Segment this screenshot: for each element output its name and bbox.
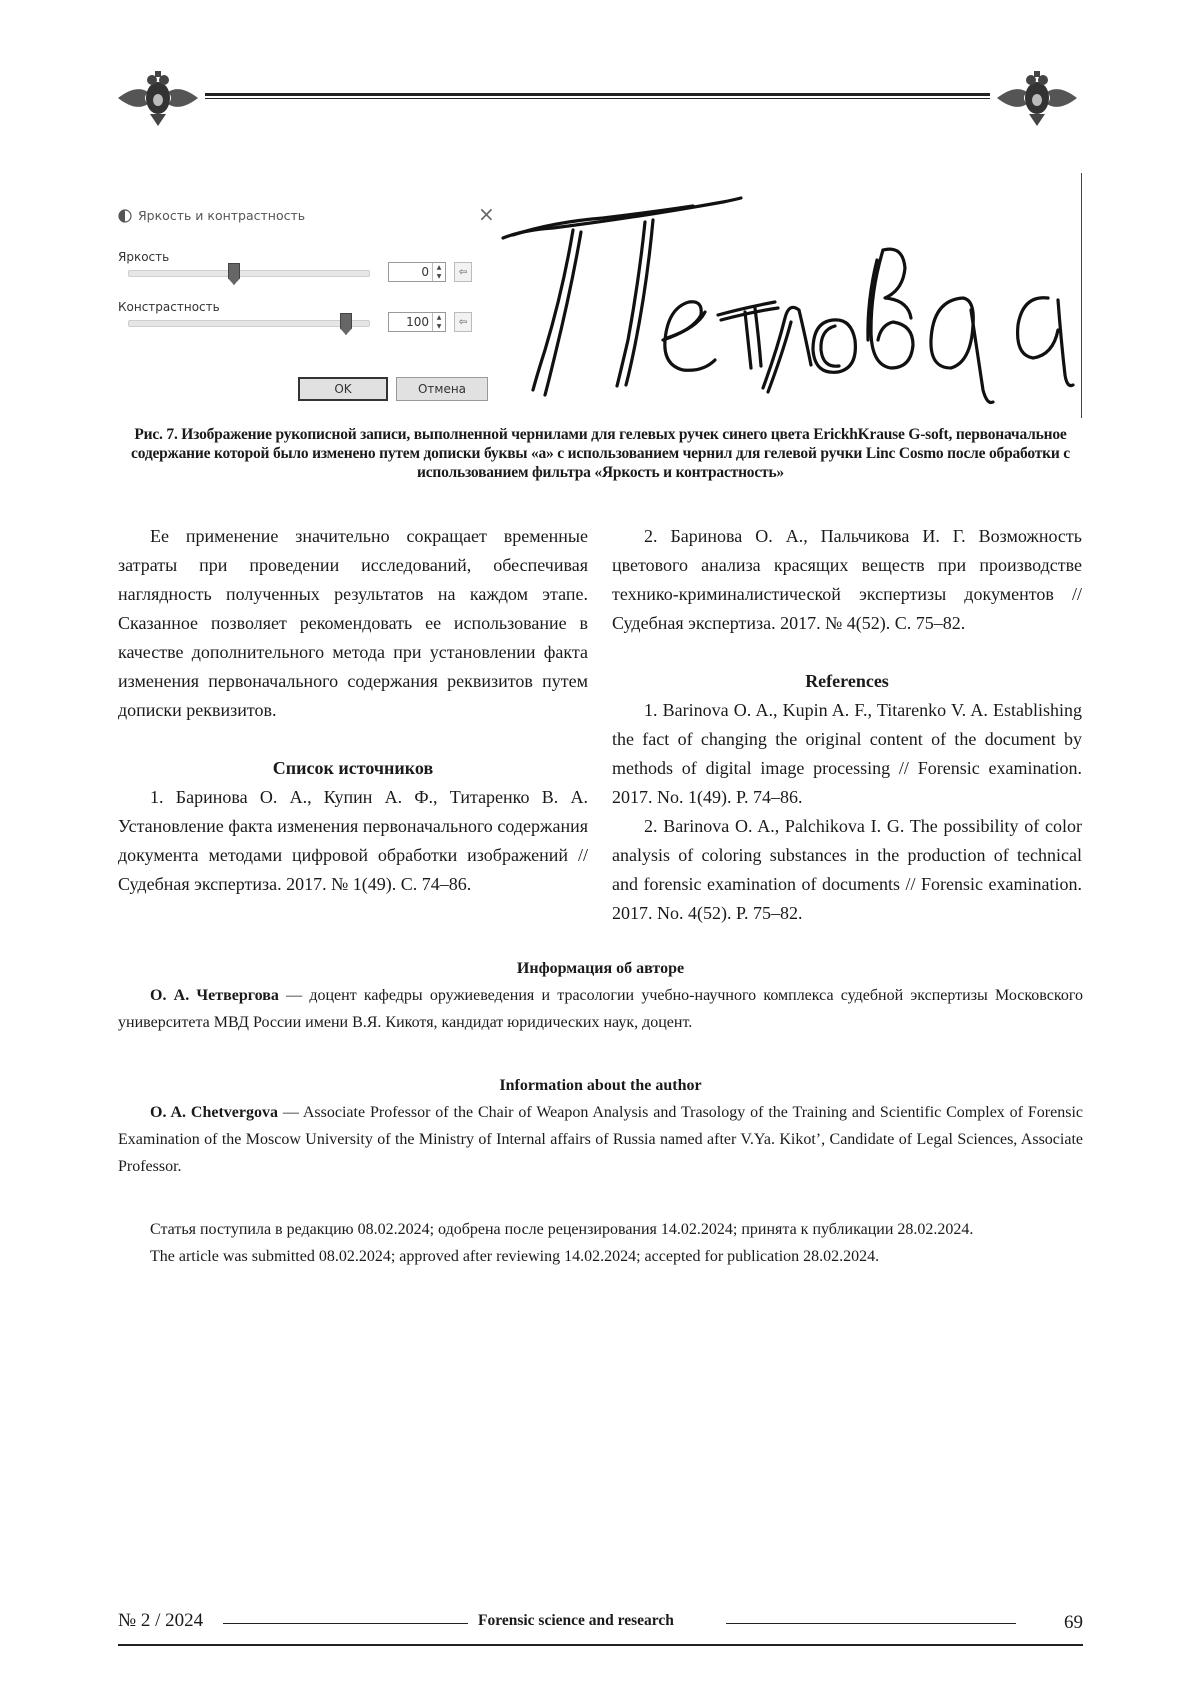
reset-contrast-button[interactable]: ⇦ <box>454 312 472 332</box>
spin-arrows[interactable]: ▲ ▼ <box>432 313 445 331</box>
source-item: 2. Баринова О. А., Пальчикова И. Г. Возможность цветового анализа красящих веществ при производстве технико-криминалистической экспертизы документов // Судебная экспертиза. 2017. № 4(52). С. 75–82. <box>612 522 1082 638</box>
footer-bottom-rule <box>118 1644 1083 1646</box>
reference-item: 1. Barinova O. A., Kupin A. F., Titarenko V. A. Establishing the fact of changing the original content of the document by methods of digital image processing // Forensic examination. 2017. No. 1(49). P. 74–86. <box>612 696 1082 812</box>
reset-brightness-button[interactable]: ⇦ <box>454 262 472 282</box>
cancel-button[interactable]: Отмена <box>396 377 488 401</box>
contrast-slider-thumb[interactable] <box>340 313 352 335</box>
header-rule <box>205 93 990 99</box>
brightness-label: Яркость <box>118 250 169 264</box>
dialog-title-text: Яркость и контрастность <box>138 208 305 223</box>
left-column <box>118 522 588 899</box>
author-name-en: O. A. Chetvergova <box>150 1104 278 1121</box>
brightness-slider-thumb[interactable] <box>228 263 240 285</box>
spin-arrows[interactable]: ▲ ▼ <box>432 263 445 281</box>
contrast-label: Констрастность <box>118 300 220 314</box>
contrast-slider[interactable] <box>128 320 370 327</box>
brightness-value: 0 <box>421 265 432 279</box>
page-number: 69 <box>1064 1612 1083 1634</box>
brightness-contrast-dialog <box>118 202 493 402</box>
author-description-ru: — доцент кафедры оружиеведения и трасологии учебно-научного комплекса судебной экспертизы Московского университета МВД России имени В.Я. Кикотя, кандидат юридических наук, доцент. <box>118 987 1083 1031</box>
footer-rule <box>726 1623 1016 1624</box>
author-heading-ru: Информация об авторе <box>118 955 1083 982</box>
footer-rule <box>223 1623 468 1624</box>
submission-dates <box>118 1216 1083 1270</box>
body-paragraph: Ее применение значительно сокращает временные затраты при проведении исследований, обеспечивая наглядность полученных результатов на каждом этапе. Сказанное позволяет рекомендовать ее использование в качестве дополнительного метода при установлении факта изменения первоначального содержания реквизитов путем дописки реквизитов. <box>118 522 588 725</box>
emblem-icon <box>116 66 200 130</box>
right-column <box>612 522 1082 928</box>
close-icon[interactable]: × <box>478 202 495 226</box>
author-text-en <box>118 1099 1083 1180</box>
journal-title: Forensic science and research <box>478 1612 674 1630</box>
page-footer <box>118 1608 1083 1638</box>
brightness-slider[interactable] <box>128 270 370 277</box>
ok-button[interactable]: OK <box>298 377 388 401</box>
author-description-en: — Associate Professor of the Chair of Weapon Analysis and Trasology of the Training and Scientific Complex of Forensic Examination of the Moscow University of the Ministry of Internal affairs of Russia named after V.Ya. Kikot’, Candidate of Legal Sciences, Associate Professor. <box>118 1104 1083 1175</box>
references-heading: References <box>612 667 1082 696</box>
author-heading-en: Information about the author <box>118 1072 1083 1099</box>
contrast-input[interactable] <box>388 312 446 332</box>
dialog-title <box>118 208 305 223</box>
issue-number: № 2 / 2024 <box>118 1610 203 1632</box>
reference-item: 2. Barinova O. A., Palchikova I. G. The possibility of color analysis of coloring substances in the production of technical and forensic examination of documents // Forensic examination. 2017. No. 4(52). P. 75–82. <box>612 812 1082 928</box>
author-info-ru <box>118 955 1083 1036</box>
contrast-icon <box>118 209 132 223</box>
emblem-icon <box>995 66 1079 130</box>
dates-en: The article was submitted 08.02.2024; approved after reviewing 14.02.2024; accepted for publication 28.02.2024. <box>118 1243 1083 1270</box>
handwriting-image <box>493 190 1083 425</box>
dates-ru: Статья поступила в редакцию 08.02.2024; одобрена после рецензирования 14.02.2024; принята к публикации 28.02.2024. <box>118 1216 1083 1243</box>
source-item: 1. Баринова О. А., Купин А. Ф., Титаренко В. А. Установление факта изменения первоначального содержания документа методами цифровой обработки изображений // Судебная экспертиза. 2017. № 1(49). С. 74–86. <box>118 783 588 899</box>
contrast-value: 100 <box>406 315 432 329</box>
figure-caption: Рис. 7. Изображение рукописной записи, выполненной чернилами для гелевых ручек синего цвета ErickhKrause G-soft, первоначальное содержание которой было изменено путем дописки буквы «а» с использованием чернил для гелевой ручки Linc Cosmo после обработки с использованием фильтра «Яркость и контрастность» <box>118 425 1083 482</box>
figure-border <box>1081 173 1082 418</box>
author-info-en <box>118 1072 1083 1180</box>
author-name-ru: О. А. Четвергова <box>150 987 279 1004</box>
author-text-ru <box>118 982 1083 1036</box>
brightness-input[interactable] <box>388 262 446 282</box>
figure-7 <box>118 190 1083 425</box>
sources-heading: Список источников <box>118 754 588 783</box>
